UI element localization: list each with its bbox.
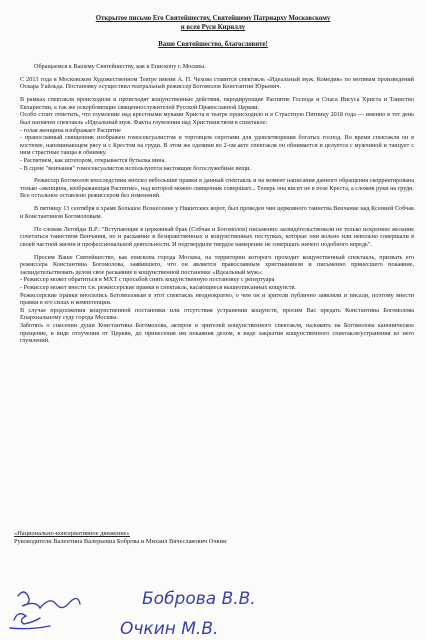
leaders-line: Руководители Валентина Валерьевна Боброва и Михаил Вячеславович Очкин: [14, 538, 227, 545]
header-line-1: Открытое письмо Его Святейшеству, Святейшему Патриарху Московскому: [95, 15, 331, 22]
handwritten-name-bobrova: Боброва В.В.: [142, 589, 256, 609]
signature-bobrova: [18, 592, 80, 608]
letter-header: [40, 14, 386, 32]
paragraph: Просим Ваше Святейшество, как епископа города Москвы, на территории которого проходит кощунственный спектакль, призвать его режиссера Константина Богомолова, заявившего, что он является православным христианином и письменно принесшего покаяние, засвидетельствовать делом свое раскаяние в кощунственной постановке «Идеальный муж»: - Режиссер может обратиться в МХТ с просьбой снять кощунственную постановку с репертуара - Режиссер может внести т.н. режиссерские правки в спектакль, касающиеся вышеописанных кощунств. Режиссерские правки вносились Богомоловым в этот спектакль неоднократно, о чем он и зрители публично заявляли и писали, поэтому внести правки в его силах и компетенции. В случае продолжения кощунственной постановки или отсутствия устранения кощунств, просим Вас предать Константина Богомолова Епархиальному суду города Москвы. Заботясь о спасении души Константина Богомолова, актеров и зрителей кощунственного спектакля, наложить на Богомолова каноническое прещение, в виде отлучения от Церкви, до принесения им покаяния делом, в виде закрытия кощунственного спектакля/устранения из него глумлений.: [20, 253, 414, 345]
paragraph: В рамках спектакля происходили и происходят кощунственные действия, пародирующие Распятие Господа и Спаса Иисуса Христа и Таинство Евхаристии, а так же оскорбляющие священнослужителей Русской Православной Церкви. Особо стоит отметить, что глумление над крестными муками Христа в театре происходило и в Страстную Пятницу 2018 года — именно в тот день был назначен спектакль «Идеальный муж. Факты глумления над Христианством в спектакле: - голая женщина изображает Распятие - православный священник изображен гомосексуалистом и торговцем сиротами для удовлетворения богатых господ. Во время спектакля он в костюме, напоминающем рясу и с Крестом на груди. В этом же одеянии во 2-ом акте спектакля он обнимается и целуется с мужчиной и танцует с ним страстные танцы в обнимку. - Распятием, как штопором, открывается бутылка вина. - В сцене "венчания" гомосексуалистов используются настоящие богослужебные вещи.: [20, 96, 414, 172]
paragraph: По словам Легойды В.Р.: "Вступающие в церковный брак (Собчак и Богомолов) письменно засвидетельствовали не только искреннее желание сочетаться таинством Венчания, но и раскаяние в безнравственных и кощунственных поступках, которые они вольно или невольно совершали в своей частной жизни и профессиональной деятельности. И подтвердили твердое намерение не совершать ничего подобного впредь".: [20, 225, 414, 248]
greeting: Ваше Святейшество, благословите!: [158, 41, 268, 48]
paragraph: Обращаемся к Вашему Святейшеству, как к Епископу г. Москвы.: [34, 63, 206, 70]
paragraph: Режиссер Богомолов впоследствии вносил небольшие правки в данный спектакль и на момент написания данного обращения скорректирована только «женщина, изображающая Распятие», над которой можно священник совершает... Теперь она висит не в позе Креста, а сложив руки на груди. Все остальное оставлено режиссером без изменений.: [20, 177, 414, 200]
signature-ochkin: [10, 614, 50, 629]
handwritten-name-ochkin: Очкин М.В.: [120, 619, 219, 639]
header-line-2: и всея Руси Кириллу: [180, 24, 246, 31]
organization-name: «Национально-консервативное движение»: [14, 530, 130, 537]
handwritten-signatures: [0, 578, 426, 640]
paragraph: С 2013 года в Московском Художественном Театре имени А. П. Чехова ставится спектакль «Идеальный муж. Комедия» по мотивам произведений Оскара Уайльда. Постановку осуществил театральный режиссер Богомолов Константин Юрьевич.: [20, 75, 414, 91]
signature-block: [14, 530, 412, 546]
paragraph: В пятницу 13 сентября в храме Большое Вознесение у Никитских ворот, был проведен чин церковного таинства Венчание над Ксенией Собчак и Константином Богомоловым.: [20, 205, 414, 220]
letter-body: [20, 63, 414, 350]
